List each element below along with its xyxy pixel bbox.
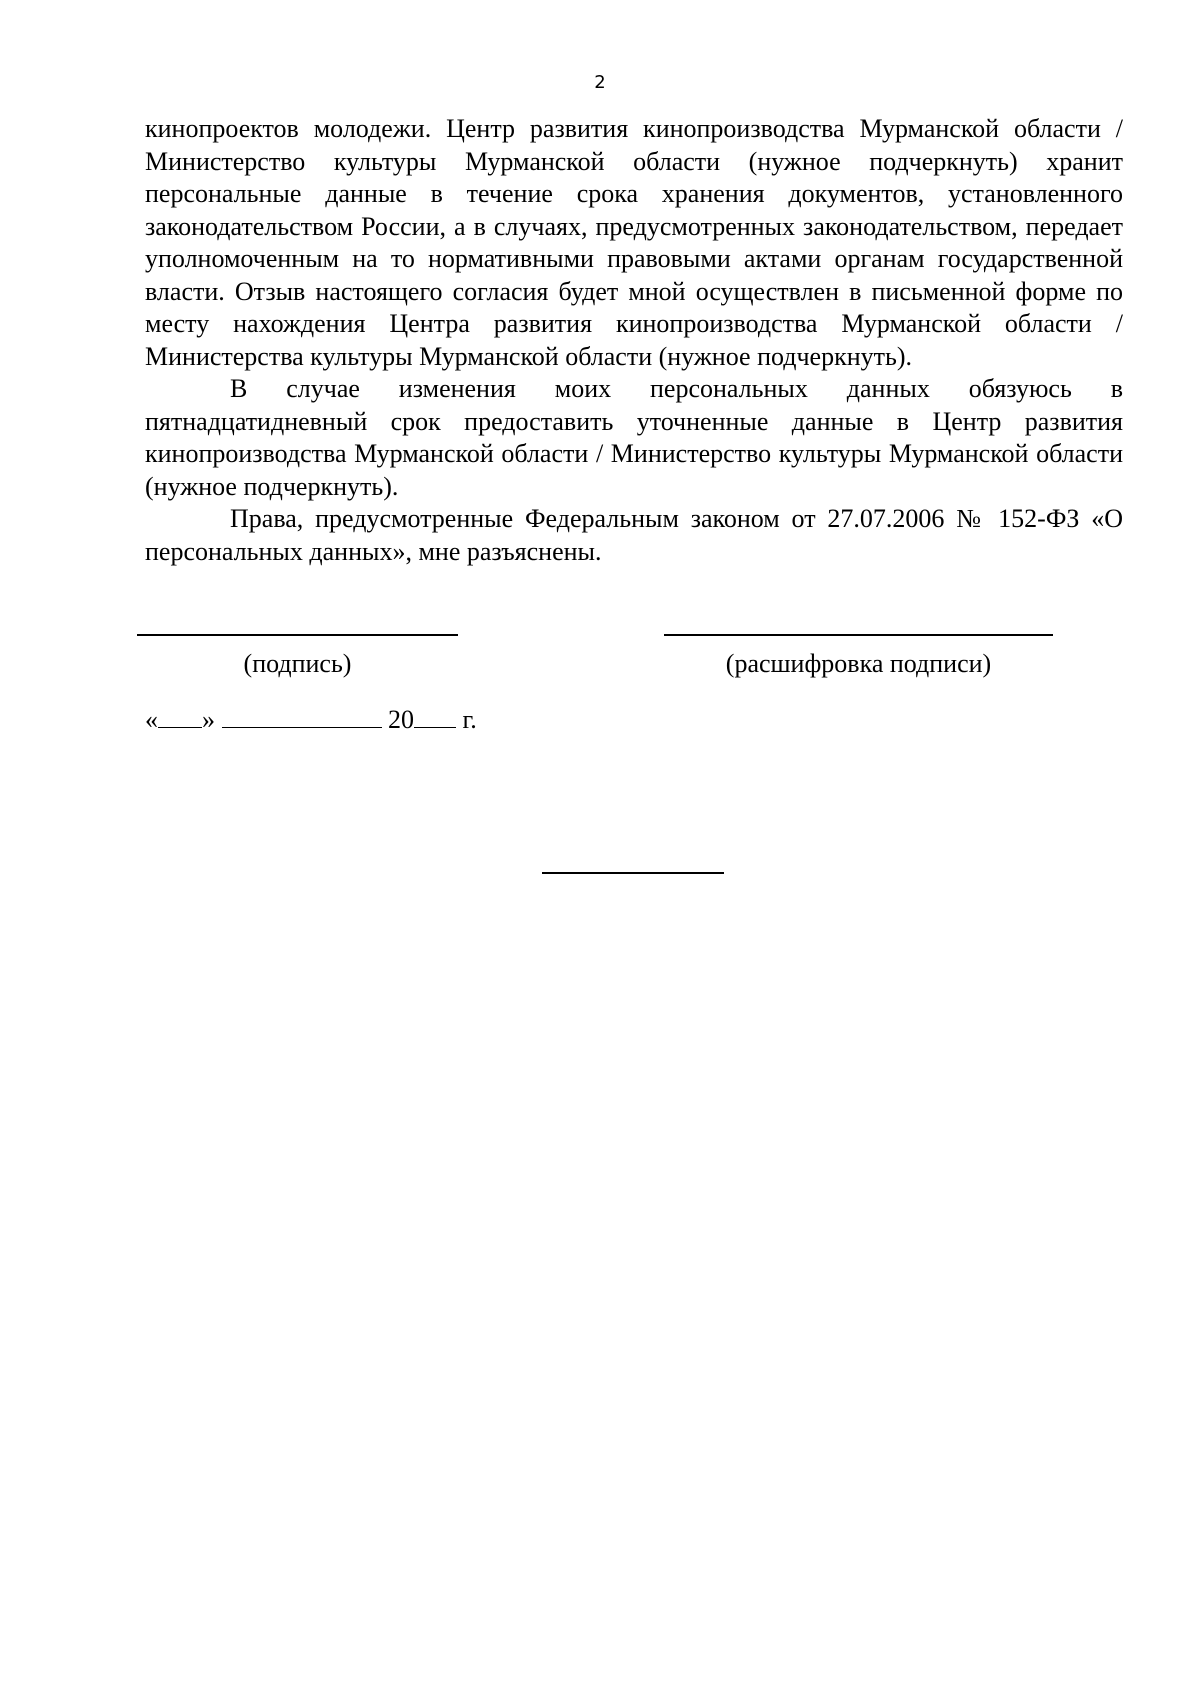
date-open-quote: « bbox=[145, 705, 158, 734]
document-body bbox=[145, 113, 1123, 568]
month-blank bbox=[222, 705, 382, 728]
paragraph-data-change: В случае изменения моих персональных данных обязуюсь в пятнадцатидневный срок предоставить уточненные данные в Центр развития кинопроизводства Мурманской области / Министерство культуры Мурманской области (нужное подчеркнуть). bbox=[145, 374, 1123, 501]
day-blank bbox=[158, 705, 202, 728]
year-blank bbox=[414, 705, 456, 728]
paragraph-rights-explained: Права, предусмотренные Федеральным законом от 27.07.2006 № 152-ФЗ «О персональных данных», мне разъяснены. bbox=[145, 504, 1123, 566]
page-number: 2 bbox=[594, 72, 606, 93]
signature-decoding-line bbox=[664, 634, 1053, 636]
year-suffix: г. bbox=[462, 705, 477, 734]
signature-line bbox=[137, 634, 458, 636]
signature-caption: (подпись) bbox=[243, 649, 352, 678]
date-field bbox=[145, 704, 477, 736]
signature-decoding-caption: (расшифровка подписи) bbox=[725, 649, 992, 678]
paragraph-consent-storage: кинопроектов молодежи. Центр развития кинопроизводства Мурманской области / Министерство культуры Мурманской области (нужное подчеркнуть) хранит персональные данные в течение срока хранения документов, установленного законодательством России, а в случаях, предусмотренных законодательством, передает уполномоченным на то нормативными правовыми актами органам государственной власти. Отзыв настоящего согласия будет мной осуществлен в письменной форме по месту нахождения Центра развития кинопроизводства Мурманской области / Министерства культуры Мурманской области (нужное подчеркнуть). bbox=[145, 114, 1123, 371]
date-close-quote: » bbox=[202, 705, 215, 734]
year-prefix: 20 bbox=[388, 705, 414, 734]
end-of-document-rule bbox=[542, 872, 724, 874]
